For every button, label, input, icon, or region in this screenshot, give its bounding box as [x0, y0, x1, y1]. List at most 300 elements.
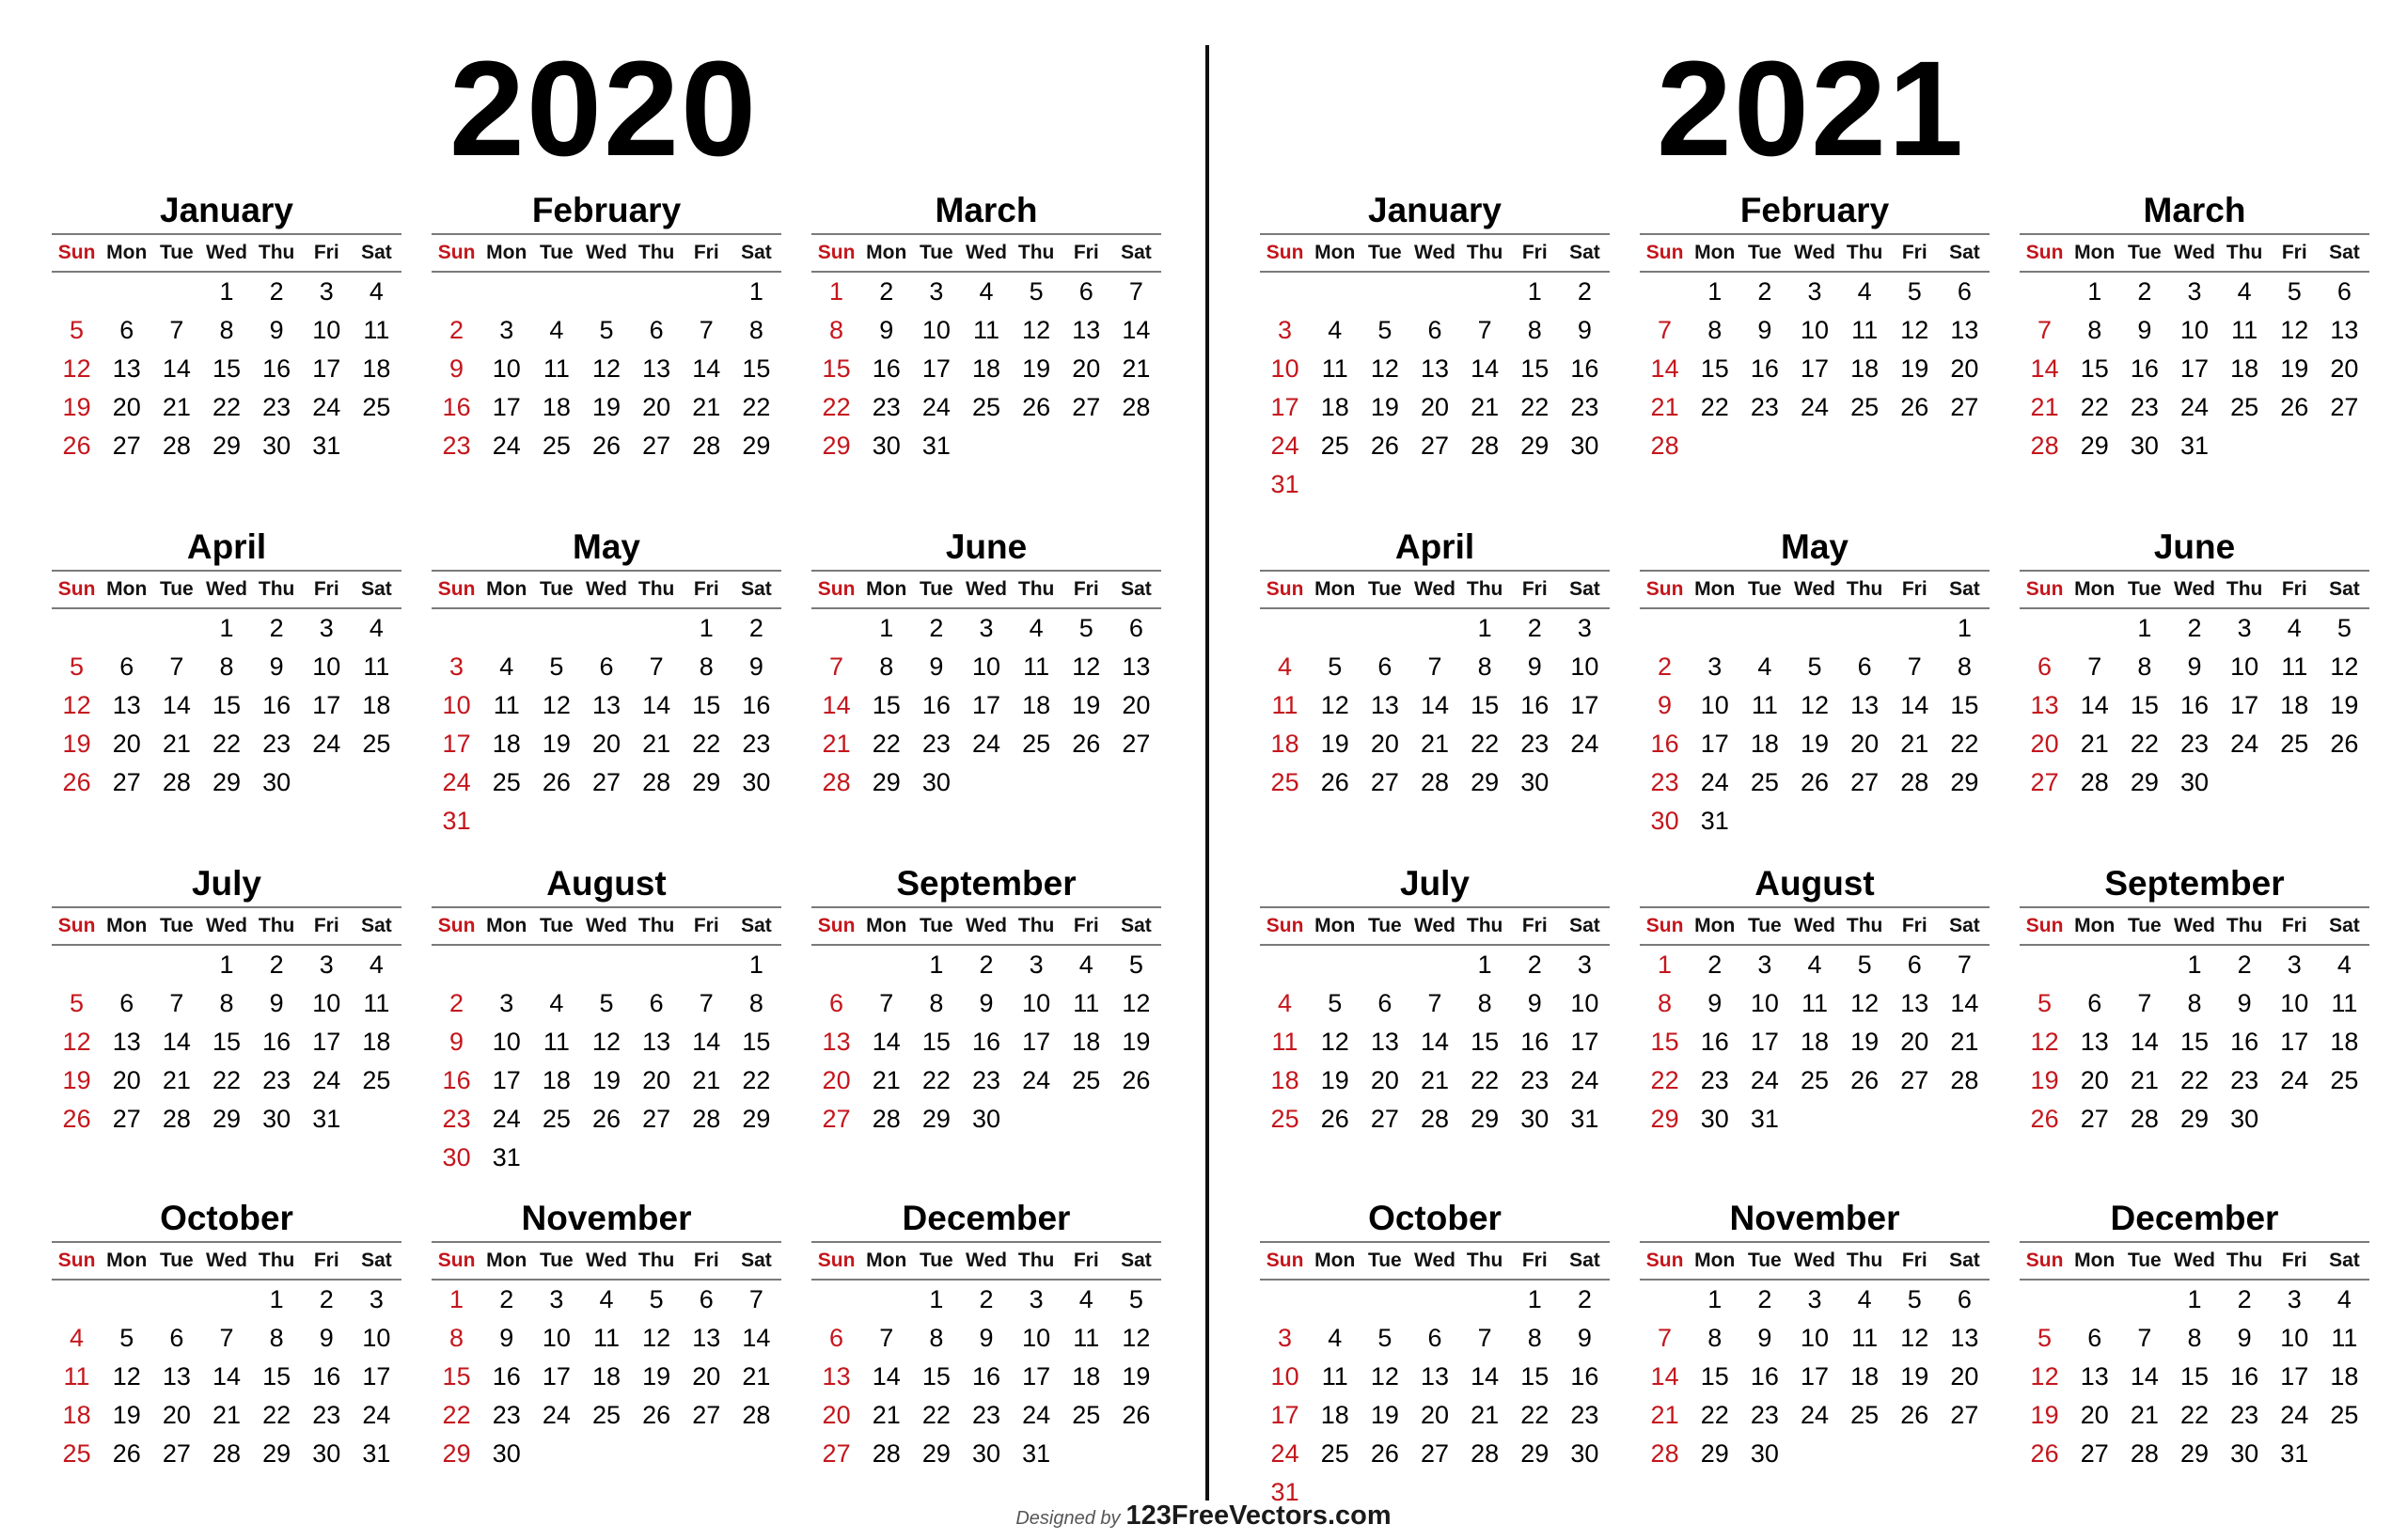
day-cell: 10	[2280, 989, 2309, 1017]
day-cell: 25	[542, 1105, 571, 1133]
day-cell: 17	[1022, 1028, 1051, 1056]
month-may-2021	[1640, 523, 1990, 841]
day-cell: 30	[2230, 1105, 2259, 1133]
day-cell: 3	[319, 277, 334, 306]
day-cell: 2	[1577, 1285, 1592, 1313]
day-cell: 31	[492, 1143, 521, 1171]
day-cell: 28	[2030, 432, 2059, 460]
day-cell: 4	[1278, 652, 1293, 681]
day-cell: 5	[1377, 316, 1392, 344]
day-cell: 6	[1377, 989, 1392, 1017]
month-january-2021	[1260, 186, 1610, 504]
day-cell: 8	[2137, 652, 2152, 681]
weekday-label: Wed	[966, 1249, 1007, 1271]
day-cell: 28	[1900, 768, 1929, 796]
week-row	[2020, 273, 2369, 311]
day-cell: 7	[748, 1285, 763, 1313]
day-cell: 18	[1800, 1028, 1830, 1056]
day-cell: 2	[2237, 1285, 2252, 1313]
day-cell: 11	[1271, 691, 1298, 719]
weekday-label: Mon	[106, 1249, 148, 1271]
day-cell: 20	[2080, 1401, 2109, 1429]
footer-credit	[0, 1501, 2407, 1538]
month-october-2020	[52, 1194, 401, 1473]
day-cell: 10	[442, 691, 471, 719]
day-cell: 3	[1278, 1324, 1293, 1352]
day-cell: 18	[362, 691, 391, 719]
day-cell: 21	[1420, 730, 1450, 758]
day-cell: 29	[2130, 768, 2159, 796]
day-cell: 4	[499, 652, 514, 681]
weekday-header	[52, 1243, 401, 1281]
day-cell: 29	[2179, 1105, 2210, 1133]
day-cell: 27	[1420, 432, 1450, 460]
day-cell: 6	[119, 989, 134, 1017]
week-row	[2020, 388, 2369, 427]
day-cell: 6	[1907, 951, 1922, 979]
week-row	[1640, 311, 1990, 350]
day-cell: 5	[1857, 951, 1872, 979]
day-cell: 6	[1427, 316, 1442, 344]
week-row	[432, 1435, 781, 1473]
day-cell: 24	[362, 1401, 391, 1429]
week-row	[1640, 648, 1990, 686]
day-cell: 15	[1471, 1028, 1500, 1056]
day-cell: 15	[2080, 354, 2109, 383]
day-cell: 14	[2080, 691, 2109, 719]
day-cell: 9	[2137, 316, 2152, 344]
day-cell: 19	[2030, 1401, 2059, 1429]
day-cell: 11	[363, 989, 390, 1017]
day-cell: 23	[442, 1105, 471, 1133]
day-cell: 9	[2237, 989, 2252, 1017]
day-cell: 21	[692, 393, 721, 421]
weekday-label: Sun	[2025, 1249, 2064, 1271]
week-row	[811, 648, 1161, 686]
weekday-label: Sat	[2329, 578, 2360, 600]
day-cell: 10	[1270, 1362, 1299, 1391]
day-cell: 15	[822, 354, 851, 383]
day-cell: 13	[1420, 1362, 1450, 1391]
day-cell: 11	[2231, 316, 2258, 344]
day-cell: 2	[1658, 652, 1673, 681]
day-cell: 6	[1957, 277, 1972, 306]
week-row	[1640, 1281, 1990, 1319]
weekday-header	[2020, 908, 2369, 946]
day-cell: 2	[269, 277, 284, 306]
week-row	[432, 1396, 781, 1435]
day-cell: 1	[219, 951, 234, 979]
day-cell: 30	[262, 1105, 291, 1133]
weekday-label: Mon	[486, 578, 527, 600]
day-cell: 8	[829, 316, 844, 344]
day-cell: 5	[2336, 614, 2352, 642]
day-cell: 7	[169, 989, 184, 1017]
day-cell: 9	[879, 316, 894, 344]
day-cell: 11	[493, 691, 520, 719]
day-cell: 11	[2331, 989, 2358, 1017]
day-cell: 30	[971, 1439, 1001, 1468]
day-cell: 7	[169, 316, 184, 344]
day-cell: 27	[112, 432, 141, 460]
day-cell: 26	[642, 1401, 671, 1429]
weekday-label: Fri	[1521, 578, 1548, 600]
day-cell: 31	[312, 1105, 341, 1133]
day-cell: 16	[872, 354, 901, 383]
week-row	[811, 1396, 1161, 1435]
day-cell: 27	[822, 1105, 851, 1133]
week-row	[52, 311, 401, 350]
week-row	[1640, 1396, 1990, 1435]
weekday-label: Sat	[361, 1249, 392, 1271]
day-cell: 24	[312, 1066, 341, 1094]
day-cell: 26	[112, 1439, 141, 1468]
day-cell: 22	[2130, 730, 2159, 758]
day-cell: 12	[1370, 1362, 1399, 1391]
day-cell: 9	[499, 1324, 514, 1352]
year-title-2021: 2021	[1656, 33, 1966, 184]
weekday-label: Sat	[1121, 1249, 1152, 1271]
day-cell: 13	[822, 1028, 851, 1056]
day-cell: 19	[2030, 1066, 2059, 1094]
month-name: October	[1260, 1194, 1610, 1243]
day-cell: 20	[112, 393, 141, 421]
week-row	[1260, 1100, 1610, 1139]
day-cell: 4	[599, 1285, 614, 1313]
day-cell: 6	[1857, 652, 1872, 681]
day-cell: 14	[872, 1362, 901, 1391]
day-cell: 24	[2179, 393, 2210, 421]
weekday-label: Sun	[57, 1249, 96, 1271]
weekday-label: Fri	[2281, 578, 2307, 600]
day-cell: 18	[492, 730, 521, 758]
day-cell: 22	[1520, 393, 1550, 421]
day-cell: 2	[269, 614, 284, 642]
weekday-header	[432, 908, 781, 946]
weekday-label: Tue	[159, 242, 194, 263]
week-row	[811, 725, 1161, 763]
day-cell: 1	[449, 1285, 464, 1313]
day-cell: 14	[822, 691, 851, 719]
week-row	[1640, 1023, 1990, 1061]
day-cell: 30	[1750, 1439, 1779, 1468]
day-cell: 4	[1078, 951, 1093, 979]
day-cell: 27	[822, 1439, 851, 1468]
day-cell: 6	[1078, 277, 1093, 306]
day-cell: 21	[1650, 1401, 1679, 1429]
day-cell: 21	[2030, 393, 2059, 421]
weekday-label: Sun	[57, 915, 96, 936]
day-cell: 22	[1700, 1401, 1729, 1429]
weekday-label: Thu	[258, 242, 295, 263]
day-cell: 2	[2137, 277, 2152, 306]
day-cell: 8	[219, 316, 234, 344]
day-cell: 19	[1900, 354, 1929, 383]
weekday-label: Fri	[693, 915, 719, 936]
week-row	[432, 1358, 781, 1396]
day-cell: 11	[1073, 989, 1100, 1017]
day-cell: 20	[1950, 1362, 1979, 1391]
day-cell: 16	[1750, 1362, 1779, 1391]
day-cell: 30	[1570, 1439, 1599, 1468]
weekday-label: Thu	[2226, 242, 2263, 263]
week-row	[1260, 1358, 1610, 1396]
day-cell: 18	[2230, 354, 2259, 383]
day-cell: 16	[1650, 730, 1679, 758]
day-cell: 20	[692, 1362, 721, 1391]
weekday-label: Sat	[741, 242, 772, 263]
week-row	[811, 1358, 1161, 1396]
day-cell: 23	[1700, 1066, 1729, 1094]
week-row	[1260, 1281, 1610, 1319]
weekday-label: Mon	[106, 578, 148, 600]
weekday-label: Thu	[1017, 578, 1055, 600]
day-cell: 30	[1520, 768, 1550, 796]
weekday-label: Fri	[1901, 1249, 1927, 1271]
day-cell: 29	[1471, 768, 1500, 796]
day-cell: 15	[2130, 691, 2159, 719]
day-cell: 3	[2237, 614, 2252, 642]
day-cell: 8	[929, 989, 944, 1017]
weekday-header	[811, 235, 1161, 273]
day-cell: 12	[1122, 989, 1151, 1017]
week-row	[2020, 1061, 2369, 1100]
day-cell: 21	[642, 730, 671, 758]
day-cell: 25	[362, 1066, 391, 1094]
month-name: December	[811, 1194, 1161, 1243]
day-cell: 16	[442, 1066, 471, 1094]
day-cell: 17	[1700, 730, 1729, 758]
week-row	[432, 1139, 781, 1177]
month-name: February	[1640, 186, 1990, 235]
day-cell: 18	[1320, 1401, 1349, 1429]
weekday-header	[2020, 1243, 2369, 1281]
day-cell: 10	[1570, 989, 1599, 1017]
day-cell: 22	[212, 730, 242, 758]
day-cell: 7	[1477, 316, 1492, 344]
weekday-label: Fri	[1901, 578, 1927, 600]
day-cell: 5	[70, 989, 85, 1017]
day-cell: 15	[692, 691, 721, 719]
day-cell: 16	[2130, 354, 2159, 383]
day-cell: 7	[829, 652, 844, 681]
day-cell: 6	[119, 316, 134, 344]
day-cell: 13	[642, 354, 671, 383]
day-cell: 3	[2187, 277, 2202, 306]
weekday-label: Fri	[313, 1249, 339, 1271]
day-cell: 22	[872, 730, 901, 758]
weekday-label: Thu	[1466, 1249, 1503, 1271]
day-cell: 17	[1570, 1028, 1599, 1056]
day-cell: 28	[2130, 1439, 2159, 1468]
week-row	[1640, 1319, 1990, 1358]
day-cell: 29	[212, 768, 242, 796]
weekday-label: Sat	[2329, 1249, 2360, 1271]
day-cell: 23	[262, 730, 291, 758]
day-cell: 2	[2237, 951, 2252, 979]
day-cell: 24	[1750, 1066, 1779, 1094]
week-row	[52, 609, 401, 648]
week-row	[52, 1281, 401, 1319]
day-cell: 16	[312, 1362, 341, 1391]
week-row	[811, 763, 1161, 802]
day-cell: 21	[822, 730, 851, 758]
weekday-label: Sat	[1569, 242, 1600, 263]
day-cell: 1	[1957, 614, 1972, 642]
weekday-label: Tue	[1367, 242, 1402, 263]
month-name: January	[52, 186, 401, 235]
weekday-label: Sun	[1266, 242, 1304, 263]
day-cell: 19	[591, 393, 621, 421]
day-cell: 12	[1370, 354, 1399, 383]
day-cell: 20	[1420, 1401, 1450, 1429]
week-row	[1640, 1061, 1990, 1100]
day-cell: 24	[2230, 730, 2259, 758]
day-cell: 28	[872, 1105, 901, 1133]
day-cell: 28	[1471, 432, 1500, 460]
day-cell: 17	[1750, 1028, 1779, 1056]
day-cell: 6	[1377, 652, 1392, 681]
day-cell: 18	[1270, 730, 1299, 758]
day-cell: 8	[1527, 316, 1542, 344]
weekday-label: Thu	[2226, 915, 2263, 936]
day-cell: 28	[1420, 768, 1450, 796]
month-september-2020	[811, 859, 1161, 1139]
week-row	[432, 1319, 781, 1358]
weekday-label: Wed	[1414, 915, 1455, 936]
day-cell: 27	[112, 768, 141, 796]
day-cell: 3	[499, 989, 514, 1017]
week-row	[2020, 725, 2369, 763]
day-cell: 28	[1122, 393, 1151, 421]
day-cell: 4	[1757, 652, 1772, 681]
day-cell: 29	[872, 768, 901, 796]
day-cell: 12	[1320, 1028, 1349, 1056]
day-cell: 29	[2179, 1439, 2210, 1468]
week-row	[2020, 946, 2369, 984]
week-row	[52, 350, 401, 388]
weekday-label: Mon	[1694, 1249, 1736, 1271]
day-cell: 22	[1650, 1066, 1679, 1094]
day-cell: 11	[1751, 691, 1778, 719]
day-cell: 31	[921, 432, 951, 460]
day-cell: 15	[212, 691, 242, 719]
day-cell: 8	[699, 652, 714, 681]
week-row	[1260, 1023, 1610, 1061]
day-cell: 19	[62, 730, 91, 758]
day-cell: 10	[1800, 1324, 1830, 1352]
day-cell: 9	[319, 1324, 334, 1352]
week-row	[52, 946, 401, 984]
day-cell: 8	[2187, 989, 2202, 1017]
week-row	[2020, 763, 2369, 802]
footer-site[interactable]: 123FreeVectors.com	[1125, 1501, 1392, 1531]
month-name: March	[811, 186, 1161, 235]
day-cell: 20	[2030, 730, 2059, 758]
weekday-label: Mon	[1694, 915, 1736, 936]
week-row	[432, 802, 781, 841]
month-name: November	[432, 1194, 781, 1243]
day-cell: 29	[1520, 432, 1550, 460]
day-cell: 11	[1271, 1028, 1298, 1056]
day-cell: 1	[2137, 614, 2152, 642]
day-cell: 30	[442, 1143, 471, 1171]
day-cell: 9	[1707, 989, 1723, 1017]
month-march-2020	[811, 186, 1161, 465]
day-cell: 27	[1072, 393, 1101, 421]
day-cell: 29	[1471, 1105, 1500, 1133]
week-row	[432, 686, 781, 725]
week-row	[811, 1023, 1161, 1061]
day-cell: 18	[2330, 1028, 2359, 1056]
weekday-header	[811, 1243, 1161, 1281]
day-cell: 19	[1900, 1362, 1929, 1391]
weekday-label: Fri	[693, 1249, 719, 1271]
weekday-header	[1640, 235, 1990, 273]
week-row	[2020, 1023, 2369, 1061]
day-cell: 26	[1850, 1066, 1880, 1094]
day-cell: 18	[362, 354, 391, 383]
month-march-2021	[2020, 186, 2369, 465]
weekday-label: Fri	[693, 578, 719, 600]
day-cell: 30	[2179, 768, 2210, 796]
day-cell: 22	[442, 1401, 471, 1429]
day-cell: 25	[2330, 1401, 2359, 1429]
day-cell: 15	[742, 354, 771, 383]
weekday-label: Sat	[1569, 915, 1600, 936]
day-cell: 15	[742, 1028, 771, 1056]
day-cell: 26	[1022, 393, 1051, 421]
day-cell: 2	[1527, 614, 1542, 642]
week-row	[1640, 725, 1990, 763]
month-february-2021	[1640, 186, 1990, 465]
weekday-header	[1640, 572, 1990, 609]
day-cell: 21	[1471, 393, 1500, 421]
day-cell: 17	[312, 354, 341, 383]
weekday-label: Thu	[258, 1249, 295, 1271]
weekday-label: Fri	[1901, 915, 1927, 936]
weekday-header	[2020, 572, 2369, 609]
day-cell: 29	[2080, 432, 2109, 460]
day-cell: 4	[2336, 951, 2352, 979]
weekday-label: Wed	[586, 242, 627, 263]
day-cell: 29	[921, 1439, 951, 1468]
day-cell: 31	[2179, 432, 2210, 460]
weekday-label: Mon	[106, 242, 148, 263]
weekday-label: Fri	[313, 915, 339, 936]
day-cell: 1	[2187, 951, 2202, 979]
day-cell: 3	[1029, 951, 1044, 979]
day-cell: 29	[1950, 768, 1979, 796]
day-cell: 3	[1577, 614, 1592, 642]
month-name: June	[2020, 523, 2369, 572]
day-cell: 13	[112, 691, 141, 719]
day-cell: 10	[2280, 1324, 2309, 1352]
day-cell: 24	[542, 1401, 571, 1429]
weekday-header	[811, 908, 1161, 946]
day-cell: 30	[872, 432, 901, 460]
day-cell: 21	[1122, 354, 1151, 383]
day-cell: 31	[1700, 807, 1729, 835]
day-cell: 26	[1320, 1105, 1349, 1133]
day-cell: 8	[1477, 989, 1492, 1017]
week-row	[2020, 1319, 2369, 1358]
weekday-label: Mon	[866, 242, 907, 263]
day-cell: 7	[1427, 989, 1442, 1017]
weekday-label: Sat	[2329, 915, 2360, 936]
day-cell: 30	[262, 768, 291, 796]
day-cell: 31	[312, 432, 341, 460]
